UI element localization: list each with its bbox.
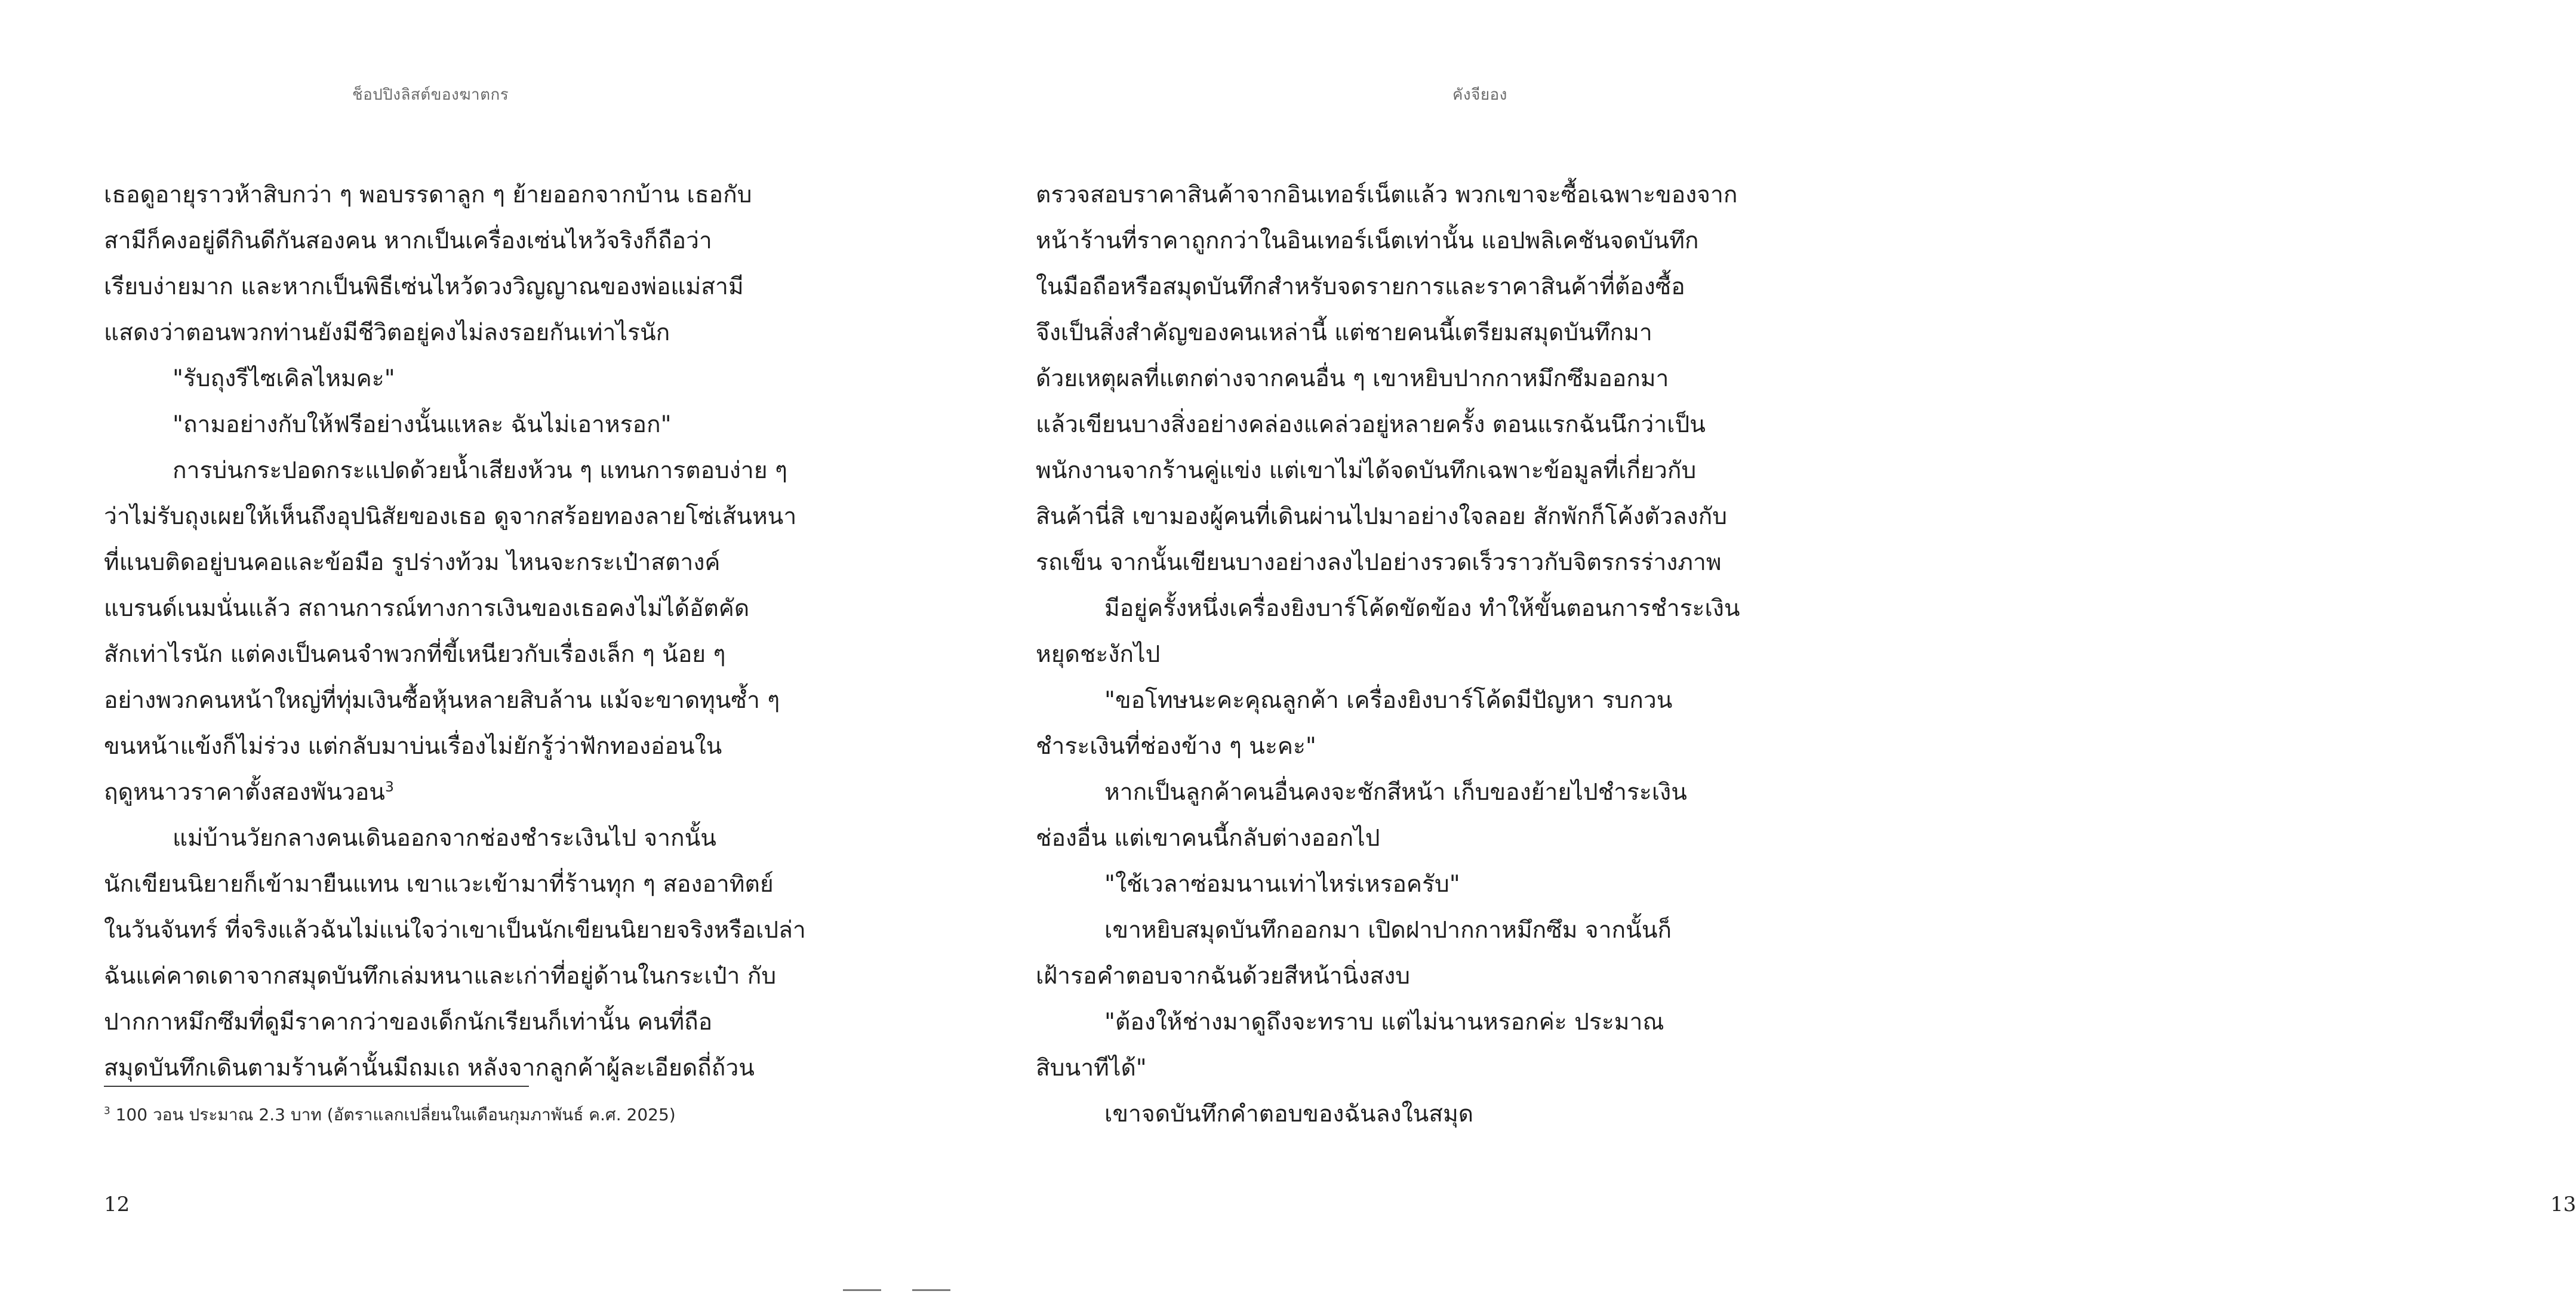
bottom-marker-left [843,1289,881,1291]
text-line: เธอดูอายุราวห้าสิบกว่า ๆ พอบรรดาลูก ๆ ย้ายออกจากบ้าน เธอกับ [104,181,752,208]
text-line: เรียบง่ายมาก และหากเป็นพิธีเซ่นไหว้ดวงวิญญาณของพ่อแม่สามี [104,273,744,300]
text-line: ชำระเงินที่ช่องข้าง ๆ นะคะ" [1036,733,1316,760]
text-line-with-footnote [104,769,761,815]
text-line: อย่างพวกคนหน้าใหญ่ที่ทุ่มเงินซื้อหุ้นหลายสิบล้าน แม้จะขาดทุนซ้ำ ๆ [104,687,780,714]
text-line: ด้วยเหตุผลที่แตกต่างจากคนอื่น ๆ เขาหยิบปากกาหมึกซึมออกมา [1036,365,1669,392]
text-line: นักเขียนนิยายก็เข้ามายืนแทน เขาแวะเข้ามาที่ร้านทุก ๆ สองอาทิตย์ [104,871,774,898]
text-line: สิบนาทีได้" [1036,1055,1147,1082]
footnote-divider [104,1086,529,1087]
text-line: มีอยู่ครั้งหนึ่งเครื่องยิงบาร์โค้ดขัดข้อง ทำให้ขั้นตอนการชำระเงิน [1104,595,1740,622]
text-line: การบ่นกระปอดกระแปดด้วยน้ำเสียงห้วน ๆ แทนการตอบง่าย ๆ [173,457,787,484]
right-running-head: คังจียอง [1452,86,1507,104]
left-body-text [104,172,806,1091]
text-line: หากเป็นลูกค้าคนอื่นคงจะชักสีหน้า เก็บของย้ายไปชำระเงิน [1104,779,1687,806]
text-line: "ถามอย่างกับให้ฟรีอย่างนั้นแหละ ฉันไม่เอาหรอก" [173,411,672,438]
left-running-head: ช็อปปิงลิสต์ของฆาตกร [352,86,509,104]
footnote-marker: 3 [104,1104,110,1117]
text-line: พนักงานจากร้านคู่แข่ง แต่เขาไม่ได้จดบันทึกเฉพาะข้อมูลที่เกี่ยวกับ [1036,457,1697,484]
text-line-content: ฤดูหนาวราคาตั้งสองพันวอน [104,779,385,806]
text-line: หยุดชะงักไป [1036,641,1161,668]
text-line: ช่องอื่น แต่เขาคนนี้กลับต่างออกไป [1036,825,1380,852]
text-line: แล้วเขียนบางสิ่งอย่างคล่องแคล่วอยู่หลายครั้ง ตอนแรกฉันนึกว่าเป็น [1036,411,1706,438]
text-line: "ต้องให้ช่างมาดูถึงจะทราบ แต่ไม่นานหรอกค่ะ ประมาณ [1104,1009,1664,1036]
text-line: ขนหน้าแข้งก็ไม่ร่วง แต่กลับมาบ่นเรื่องไม่ยักรู้ว่าฟักทองอ่อนใน [104,733,722,760]
text-line: ว่าไม่รับถุงเผยให้เห็นถึงอุปนิสัยของเธอ ดูจากสร้อยทองลายโซ่เส้นหนา [104,503,797,530]
left-page [0,0,894,1294]
text-line: ปากกาหมึกซึมที่ดูมีราคากว่าของเด็กนักเรียนก็เท่านั้น คนที่ถือ [104,1009,713,1036]
text-line: แบรนด์เนมนั่นแล้ว สถานการณ์ทางการเงินของเธอคงไม่ได้อัตคัด [104,595,750,622]
text-line: ในวันจันทร์ ที่จริงแล้วฉันไม่แน่ใจว่าเขาเป็นนักเขียนนิยายจริงหรือเปล่า [104,917,806,944]
right-page-number: 13 [2550,1193,2576,1216]
text-line: สมุดบันทึกเดินตามร้านค้านั้นมีถมเถ หลังจากลูกค้าผู้ละเอียดถี่ถ้วน [104,1055,755,1082]
text-line: สักเท่าไรนัก แต่คงเป็นคนจำพวกที่ขี้เหนียวกับเรื่องเล็ก ๆ น้อย ๆ [104,641,726,668]
text-line: สามีก็คงอยู่ดีกินดีกันสองคน หากเป็นเครื่องเซ่นไหว้จริงก็ถือว่า [104,227,712,254]
text-line: "รับถุงรีไซเคิลไหมคะ" [173,365,395,392]
text-line: แม่บ้านวัยกลางคนเดินออกจากช่องชำระเงินไป จากนั้น [173,825,716,852]
text-line: เฝ้ารอคำตอบจากฉันด้วยสีหน้านิ่งสงบ [1036,963,1410,990]
text-line: จึงเป็นสิ่งสำคัญของคนเหล่านี้ แต่ชายคนนี้เตรียมสมุดบันทึกมา [1036,319,1652,346]
right-page [894,0,2576,1294]
text-line: เขาจดบันทึกคำตอบของฉันลงในสมุด [1104,1101,1474,1127]
text-line: "ขอโทษนะคะคุณลูกค้า เครื่องยิงบาร์โค้ดมีปัญหา รบกวน [1104,687,1673,714]
bottom-marker-right [912,1289,950,1291]
text-line: หน้าร้านที่ราคาถูกกว่าในอินเทอร์เน็ตเท่านั้น แอปพลิเคชันจดบันทึก [1036,227,1699,254]
text-line: เขาหยิบสมุดบันทึกออกมา เปิดฝาปากกาหมึกซึม จากนั้นก็ [1104,917,1672,944]
text-line: รถเข็น จากนั้นเขียนบางอย่างลงไปอย่างรวดเร็วราวกับจิตรกรร่างภาพ [1036,549,1722,576]
text-line: ที่แนบติดอยู่บนคอและข้อมือ รูปร่างท้วม ไหนจะกระเป๋าสตางค์ [104,549,721,576]
text-line: ฉันแค่คาดเดาจากสมุดบันทึกเล่มหนาและเก่าที่อยู่ด้านในกระเป๋า กับ [104,963,777,990]
right-body-text [1036,172,1740,1137]
text-line: สินค้านี่สิ เขามองผู้คนที่เดินผ่านไปมาอย่างใจลอย สักพักก็โค้งตัวลงกับ [1036,503,1728,530]
text-line: ตรวจสอบราคาสินค้าจากอินเทอร์เน็ตแล้ว พวกเขาจะซื้อเฉพาะของจาก [1036,181,1738,208]
footnote-ref: 3 [384,778,394,795]
footnote [104,1103,676,1127]
text-line: ในมือถือหรือสมุดบันทึกสำหรับจดรายการและราคาสินค้าที่ต้องซื้อ [1036,273,1685,300]
footnote-text: 100 วอน ประมาณ 2.3 บาท (อัตราแลกเปลี่ยนในเดือนกุมภาพันธ์ ค.ศ. 2025) [115,1105,676,1124]
text-line: แสดงว่าตอนพวกท่านยังมีชีวิตอยู่คงไม่ลงรอยกันเท่าไรนัก [104,319,670,346]
text-line: "ใช้เวลาซ่อมนานเท่าไหร่เหรอครับ" [1104,871,1460,898]
left-page-number: 12 [104,1193,130,1216]
